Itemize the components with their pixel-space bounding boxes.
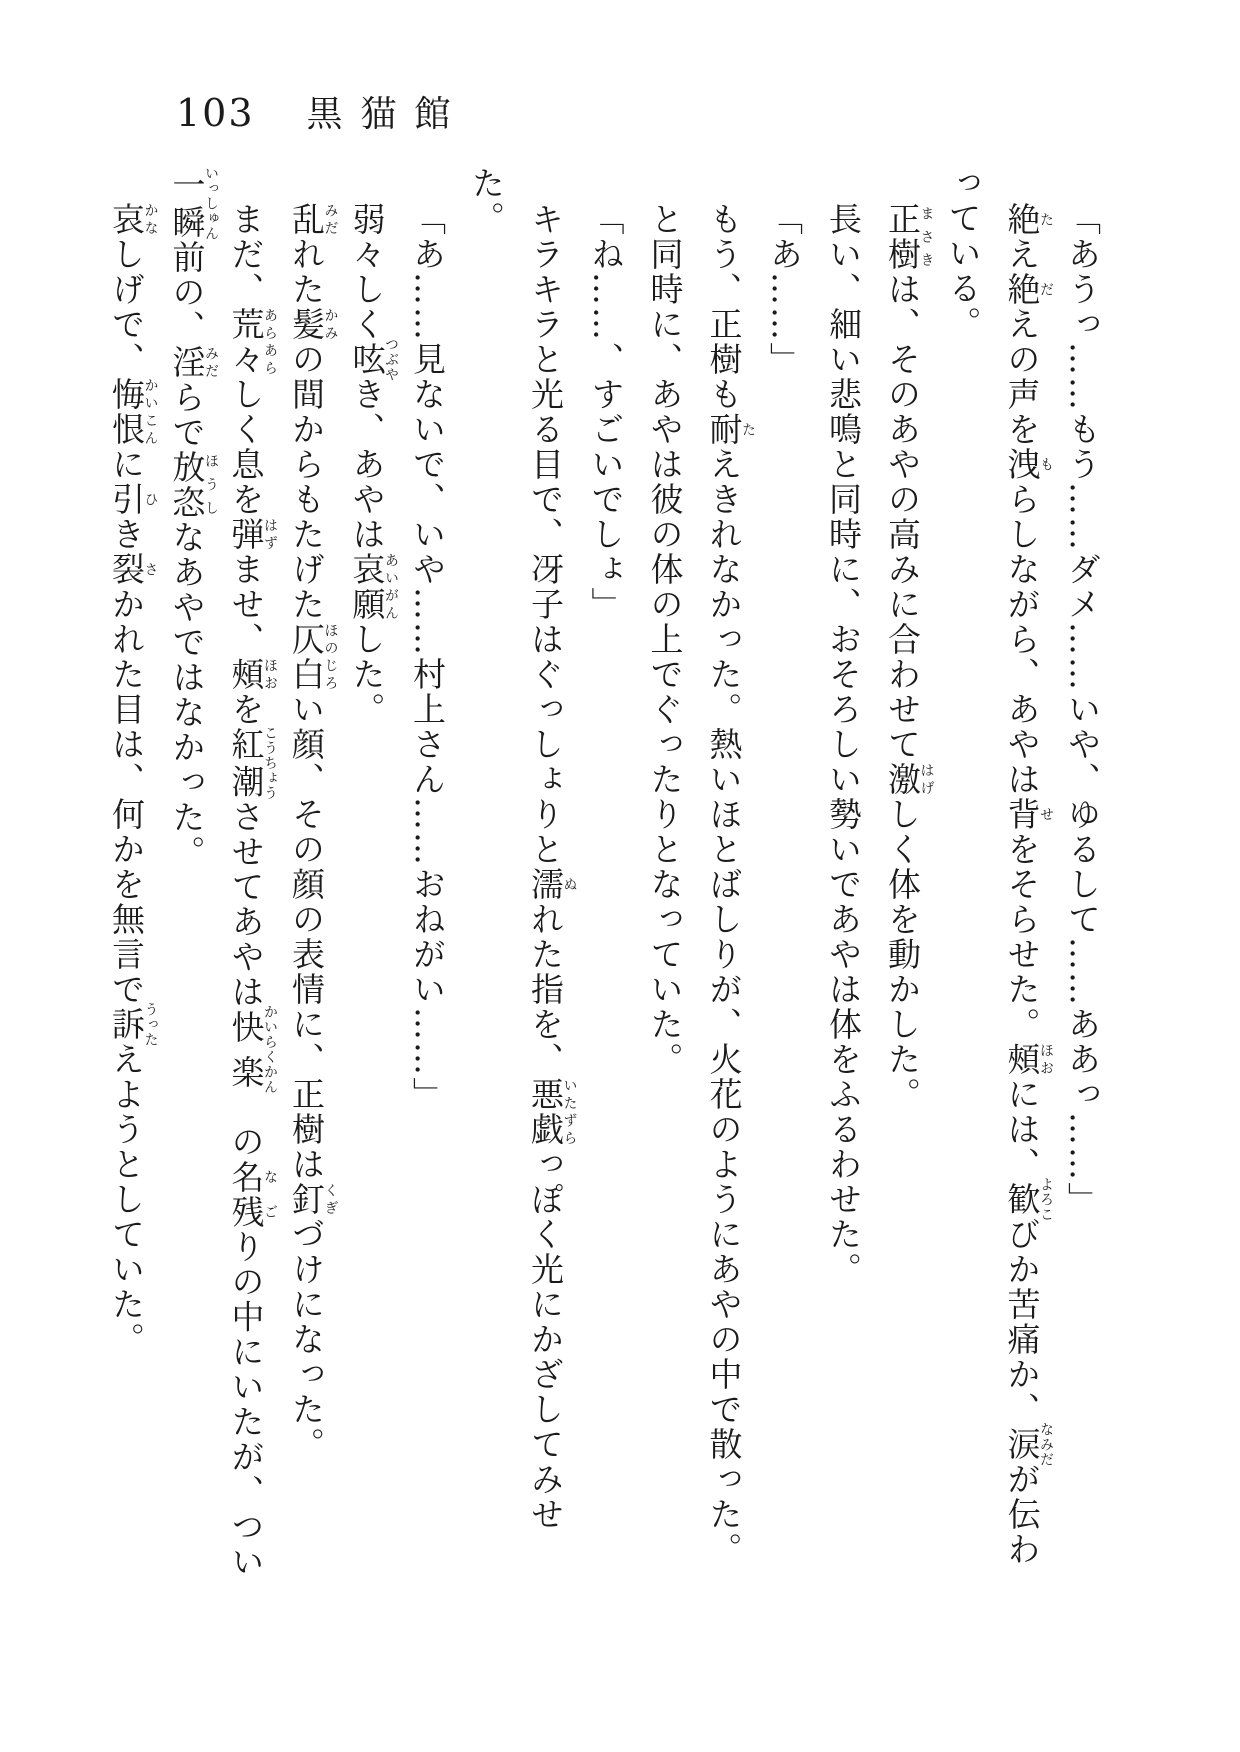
- ruby-annotated-text: 絶た: [1002, 202, 1054, 237]
- ruby-annotated-text: 一瞬いっしゅん: [167, 166, 219, 241]
- paragraph: キラキラと光る目で、冴子はぐっしょりと濡ぬれた指を、悪戯いたずらっぽく光にかざしてみせた。: [467, 166, 578, 1532]
- paragraph: 「ね……、すごいでしょ」: [586, 202, 626, 622]
- ruby-annotated-text: 頰ほお: [226, 657, 278, 692]
- ruby-annotated-text: 弾はず: [226, 517, 278, 552]
- ruby-annotated-text: 頰ほお: [1002, 1042, 1054, 1077]
- ruby-annotated-text: 悔恨かいこん: [107, 377, 159, 447]
- ruby-annotated-text: 正樹まさき: [883, 202, 935, 272]
- ruby-annotated-text: 放恣ほうし: [167, 449, 219, 520]
- paragraph: 絶たえ絶だえの声を洩もらしながら、あやは背せをそらせた。頰ほおには、歓よろこびか苦痛か、涙なみだが伝わっている。: [943, 166, 1054, 1567]
- paragraph: 「あ……」: [765, 202, 804, 377]
- paragraph: 正樹まさきは、そのあやの高みに合わせて激はげしく体を動かした。: [883, 202, 935, 1112]
- page-header: [176, 86, 469, 137]
- ruby-annotated-text: 濡ぬ: [526, 867, 578, 902]
- ruby-annotated-text: 悪戯いたずら: [526, 1077, 578, 1147]
- ruby-annotated-text: 仄白ほのじろ: [287, 622, 339, 692]
- ruby-annotated-text: 涙なみだ: [1002, 1422, 1054, 1467]
- ruby-annotated-text: 名残なご: [226, 1159, 278, 1230]
- ruby-annotated-text: 紅潮こうちょう: [226, 725, 278, 801]
- page-number: 103: [176, 91, 255, 135]
- ruby-annotated-text: 裂さ: [107, 552, 159, 587]
- ruby-annotated-text: 荒々あらあら: [226, 307, 278, 377]
- ruby-annotated-text: 激はげ: [883, 762, 935, 797]
- ruby-annotated-text: 耐た: [704, 412, 756, 447]
- ruby-annotated-text: 釘くぎ: [287, 1182, 339, 1217]
- body-text: [97, 166, 1112, 1601]
- paragraph: 「あ……見ないで、いや……村上さん……おねがい……」: [408, 202, 447, 1112]
- ruby-annotated-text: 背せ: [1002, 797, 1054, 832]
- paragraph: 哀かなしげで、悔恨かいこんに引ひき裂さかれた目は、何かを無言で訴うったえようとしていた。: [107, 202, 159, 1357]
- ruby-annotated-text: 訴うった: [107, 1002, 159, 1047]
- ruby-annotated-text: 呟つぶや: [347, 337, 399, 382]
- page-title: 黒猫館: [306, 94, 469, 135]
- ruby-annotated-text: 髪かみ: [287, 307, 339, 342]
- ruby-annotated-text: 哀願あいがん: [347, 552, 399, 622]
- ruby-annotated-text: 絶だ: [1002, 272, 1054, 307]
- ruby-annotated-text: 引ひ: [107, 482, 159, 517]
- paragraph: 乱みだれた髪かみの間からもたげた仄白ほのじろい顔、その顔の表情に、正樹は釘くぎづけになった。: [287, 202, 339, 1462]
- ruby-annotated-text: 淫みだ: [167, 344, 219, 380]
- ruby-annotated-text: 歓よろこ: [1002, 1177, 1054, 1222]
- paragraph: もう、正樹も耐たえきれなかった。熱いほとばしりが、火花のようにあやの中で散った。: [704, 202, 756, 1567]
- ruby-annotated-text: 哀かな: [107, 202, 159, 237]
- paragraph: 「あうっ……もう……ダメ……いや、ゆるして……ああっ……」: [1063, 202, 1102, 1217]
- ruby-annotated-text: 乱みだ: [287, 202, 339, 237]
- paragraph: まだ、荒々あらあらしく息を弾はずませ、頰ほおを紅潮こうちょうさせてあやは快楽かいらくかん の名残なごりの中にいたが、つい一瞬いっしゅん前の、淫みだらで放恣ほうしなあやではなかった。: [167, 166, 278, 1580]
- ruby-annotated-text: 快楽かいらくかん: [226, 1004, 278, 1095]
- paragraph: 弱々しく呟つぶやき、あやは哀願あいがんした。: [347, 202, 399, 727]
- paragraph: 長い、細い悲鳴と同時に、おそろしい勢いであやは体をふるわせた。: [824, 202, 863, 1287]
- paragraph: と同時に、あやは彼の体の上でぐったりとなっていた。: [645, 202, 685, 1077]
- ruby-annotated-text: 洩も: [1002, 447, 1054, 482]
